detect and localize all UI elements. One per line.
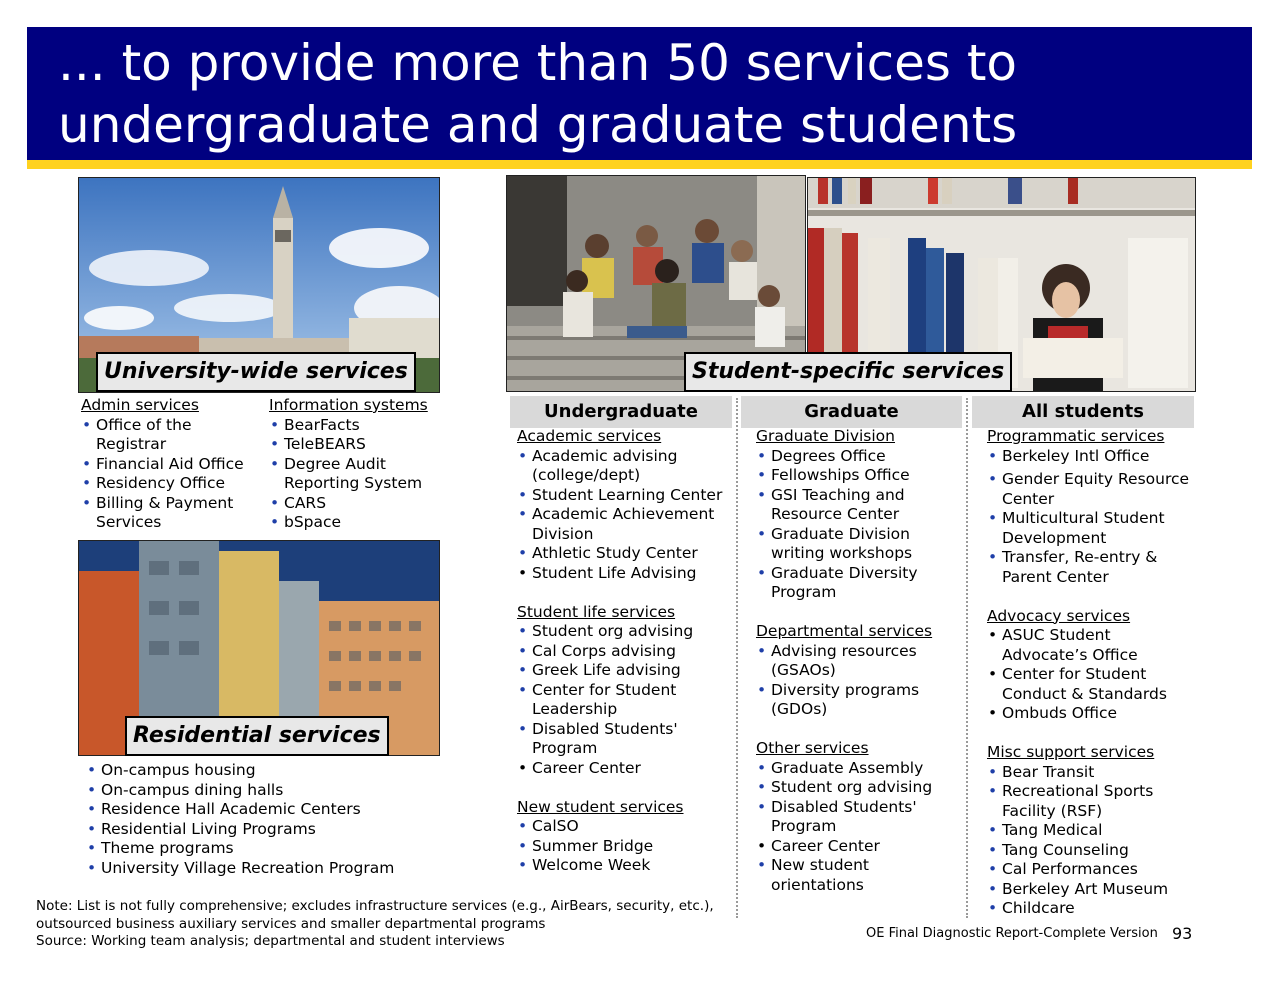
list-item: • Residence Hall Academic Centers: [86, 800, 466, 820]
column-divider: [966, 398, 968, 918]
list-item: • Disabled Students' Program: [517, 720, 731, 759]
list-item: • Cal Corps advising: [517, 642, 731, 662]
list-item: • Athletic Study Center: [517, 544, 731, 564]
list-item: • Graduate Division writing workshops: [756, 525, 960, 564]
list-item: • Degrees Office: [756, 447, 960, 467]
list-item: • Cal Performances: [987, 860, 1192, 880]
column-header-undergraduate: Undergraduate: [510, 396, 732, 428]
list-item: • Ombuds Office: [987, 704, 1192, 724]
page-title: [58, 32, 1238, 156]
list-item: • Tang Counseling: [987, 841, 1192, 861]
list-item: • On-campus housing: [86, 761, 466, 781]
list-item: • Student org advising: [756, 778, 960, 798]
information-systems: [269, 396, 449, 533]
all-students-column: [987, 427, 1192, 919]
list-item: • Student Life Advising: [517, 564, 731, 584]
list-item: • Childcare: [987, 899, 1192, 919]
academic-services-heading: Academic services: [517, 427, 662, 445]
list-item: • Graduate Diversity Program: [756, 564, 960, 603]
list-item: • BearFacts: [269, 416, 449, 436]
list-item: • Greek Life advising: [517, 661, 731, 681]
list-item: • Residency Office: [81, 474, 261, 494]
list-item: • Student Learning Center: [517, 486, 731, 506]
list-item: • Bear Transit: [987, 763, 1192, 783]
residential-services: [86, 761, 466, 878]
column-header-graduate: Graduate: [741, 396, 962, 428]
list-item: • Residential Living Programs: [86, 820, 466, 840]
list-item: • Academic advising (college/dept): [517, 447, 731, 486]
other-services-heading: Other services: [756, 739, 869, 757]
list-item: • Diversity programs (GDOs): [756, 681, 960, 720]
list-item: • Tang Medical: [987, 821, 1192, 841]
departmental-services-heading: Departmental services: [756, 622, 933, 640]
footnote-line: outsourced business auxiliary services and smaller departmental programs: [36, 915, 546, 932]
list-item: • On-campus dining halls: [86, 781, 466, 801]
column-header-all-students: All students: [972, 396, 1194, 428]
list-item: • Center for Student Conduct & Standards: [987, 665, 1192, 704]
admin-services: [81, 396, 261, 533]
student-life-services-heading: Student life services: [517, 602, 676, 621]
list-item: • Graduate Assembly: [756, 759, 960, 779]
page-number: 93: [1172, 924, 1193, 943]
report-footer: OE Final Diagnostic Report-Complete Version: [866, 926, 1158, 941]
list-item: • New student orientations: [756, 856, 960, 895]
page-title-line2: undergraduate and graduate students: [58, 96, 1018, 154]
information-systems-heading: Information systems: [269, 396, 428, 414]
list-item: • CARS: [269, 494, 449, 514]
programmatic-services-heading: Programmatic services: [987, 427, 1165, 445]
list-item: • Career Center: [517, 759, 731, 779]
list-item: • Welcome Week: [517, 856, 731, 876]
page-title-line1: ... to provide more than 50 services to: [58, 34, 1018, 92]
admin-services-heading: Admin services: [81, 396, 199, 414]
graduate-column: [756, 427, 960, 895]
list-item: • Transfer, Re-entry & Parent Center: [987, 548, 1192, 587]
list-item: • Berkeley Art Museum: [987, 880, 1192, 900]
list-item: • Advising resources (GSAOs): [756, 642, 960, 681]
misc-support-services-heading: Misc support services: [987, 743, 1155, 761]
list-item: • Career Center: [756, 837, 960, 857]
list-item: • Multicultural Student Development: [987, 509, 1192, 548]
list-item: • Financial Aid Office: [81, 455, 261, 475]
list-item: • Gender Equity Resource Center: [987, 470, 1192, 509]
list-item: • Degree Audit Reporting System: [269, 455, 449, 494]
caption-university-wide: University-wide services: [96, 352, 416, 392]
list-item: • Berkeley Intl Office: [987, 447, 1192, 467]
list-item: • GSI Teaching and Resource Center: [756, 486, 960, 525]
list-item: • Theme programs: [86, 839, 466, 859]
graduate-division-heading: Graduate Division: [756, 427, 895, 445]
list-item: • Billing & Payment Services: [81, 494, 261, 533]
column-divider: [736, 398, 738, 918]
list-item: • Fellowships Office: [756, 466, 960, 486]
list-item: • University Village Recreation Program: [86, 859, 466, 879]
list-item: • Academic Achievement Division: [517, 505, 731, 544]
list-item: • Recreational Sports Facility (RSF): [987, 782, 1192, 821]
list-item: • ASUC Student Advocate’s Office: [987, 626, 1192, 665]
list-item: • Center for Student Leadership: [517, 681, 731, 720]
list-item: • CalSO: [517, 817, 731, 837]
footnote: [36, 898, 836, 951]
list-item: • Student org advising: [517, 622, 731, 642]
new-student-services-heading: New student services: [517, 797, 684, 816]
title-accent-stripe: [27, 160, 1252, 169]
list-item: • bSpace: [269, 513, 449, 533]
list-item: • Disabled Students' Program: [756, 798, 960, 837]
caption-student-specific: Student-specific services: [684, 352, 1012, 392]
undergraduate-column: [517, 427, 731, 876]
source-line: Source: Working team analysis; departmental and student interviews: [36, 933, 505, 949]
list-item: • Office of the Registrar: [81, 416, 261, 455]
footnote-line: Note: List is not fully comprehensive; excludes infrastructure services (e.g., AirBears, security, etc.),: [36, 898, 714, 914]
caption-residential: Residential services: [125, 716, 389, 756]
list-item: • Summer Bridge: [517, 837, 731, 857]
list-item: • TeleBEARS: [269, 435, 449, 455]
advocacy-services-heading: Advocacy services: [987, 606, 1131, 625]
